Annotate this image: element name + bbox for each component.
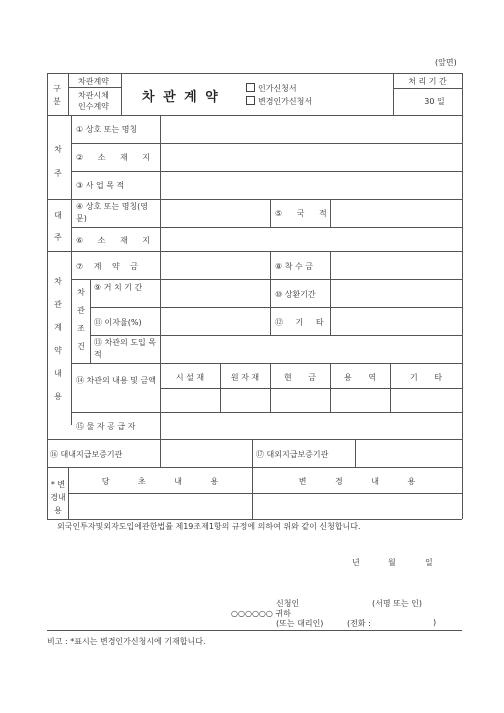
- loan-facilities-input[interactable]: [161, 389, 219, 411]
- contract-start-amount-label: ⑧ 착 수 금: [275, 262, 313, 271]
- loan-column-other: 기 타: [410, 373, 442, 382]
- checkbox-square-icon: [246, 83, 255, 92]
- borrower-address-label: ② 소 재 지: [76, 153, 150, 162]
- processing-period-label: 처 리 기 간: [408, 77, 447, 86]
- loan-raw-materials-input[interactable]: [221, 389, 269, 411]
- checkbox-approval-application[interactable]: 인가신청서: [246, 83, 297, 94]
- interest-rate-input[interactable]: [161, 308, 269, 334]
- other-terms-label: ⑫ 기 타: [275, 318, 324, 327]
- loan-column-services: 용 역: [344, 373, 376, 382]
- addressee: ○○○○○○ 귀하: [231, 609, 291, 618]
- other-terms-input[interactable]: [331, 308, 461, 334]
- original-content-input[interactable]: [69, 494, 251, 518]
- contract-start-amount-input[interactable]: [331, 252, 461, 278]
- contract-amount-label: ⑦ 계 약 금: [76, 262, 138, 271]
- borrower-name-label: ① 상호 또는 명칭: [76, 125, 138, 134]
- domestic-guarantor-input[interactable]: [161, 440, 251, 466]
- borrower-name-input[interactable]: [161, 116, 461, 142]
- loan-column-raw-materials: 원 자 재: [230, 373, 260, 382]
- original-content-header: 당 초 내 용: [101, 477, 219, 486]
- page-side-label: (앞면): [435, 58, 457, 67]
- application-statement: 외국인투자및외자도입에관한법률 제19조제1항의 규정에 의하여 위와 같이 신청합니다.: [57, 522, 361, 531]
- lender-nationality-label: ⑤ 국 적: [275, 209, 327, 218]
- foreign-guarantor-label: ⑰ 대외지급보증기관: [256, 450, 329, 459]
- borrower-section-label: 차주: [54, 145, 62, 178]
- contract-amount-input[interactable]: [161, 252, 269, 278]
- date-year: 년: [352, 558, 360, 567]
- lender-name-input[interactable]: [161, 200, 269, 226]
- repayment-period-label: ⑩ 상환기간: [275, 290, 316, 299]
- contract-section-label: 차관계약내용: [54, 277, 62, 401]
- supplier-label: ⑮ 물 자 공 급 자: [76, 422, 136, 431]
- loan-purpose-label: ⑬ 차관의 도입 목적: [94, 338, 156, 359]
- loan-cash-input[interactable]: [271, 389, 329, 411]
- changes-section-label: * 변경내용: [50, 480, 66, 515]
- date-month: 월: [388, 558, 396, 567]
- repayment-period-input[interactable]: [331, 280, 461, 306]
- changed-content-input[interactable]: [253, 494, 461, 518]
- lender-address-label: ⑥ 소 재 지: [76, 236, 150, 245]
- category-option-loan-contract: 차관계약: [78, 77, 109, 86]
- borrower-address-input[interactable]: [161, 144, 461, 170]
- supplier-input[interactable]: [161, 413, 461, 438]
- date-day: 일: [425, 558, 433, 567]
- agent-label: (또는 대리인): [276, 619, 324, 628]
- phone-label: (전화 :: [347, 619, 371, 628]
- lender-address-input[interactable]: [161, 228, 461, 250]
- interest-rate-label: ⑪ 이자율(%): [94, 318, 142, 327]
- footnote: 비고 : *표시는 변경인가신청시에 기재합니다.: [47, 637, 206, 646]
- signature-hint: (서명 또는 인): [372, 599, 422, 608]
- grace-period-label: ⑨ 거 치 기 간: [94, 283, 143, 292]
- foreign-guarantor-input[interactable]: [356, 440, 461, 466]
- lender-nationality-input[interactable]: [331, 200, 461, 226]
- loan-other-input[interactable]: [391, 389, 461, 411]
- checkbox-square-icon: [246, 96, 255, 105]
- loan-purpose-input[interactable]: [161, 336, 461, 362]
- form-title: 차 관 계 약: [142, 90, 220, 105]
- domestic-guarantor-label: ⑯ 대내지급보증기관: [50, 450, 123, 459]
- checkbox-change-approval-application[interactable]: 변경인가신청서: [246, 96, 312, 107]
- category-label: 구 분: [53, 84, 61, 106]
- loan-terms-label: 차관조건: [77, 288, 85, 351]
- loan-column-facilities: 시 설 재: [175, 373, 205, 382]
- loan-content-label: ⑭ 차관의 내용 및 금액: [76, 376, 156, 385]
- changed-content-header: 변 경 내 용: [298, 477, 416, 486]
- borrower-business-purpose-input[interactable]: [161, 172, 461, 198]
- loan-column-cash: 현 금: [284, 373, 316, 382]
- phone-close-paren: ): [433, 618, 437, 627]
- applicant-label: 신청인: [276, 599, 300, 608]
- processing-period-value: 30 일: [424, 97, 445, 106]
- lender-name-label: ④ 상호 또는 명칭(영문): [76, 202, 149, 223]
- lender-section-label: 대주: [54, 211, 62, 242]
- category-option-takeover-contract: 차관시체 인수계약: [78, 91, 109, 111]
- grace-period-input[interactable]: [161, 280, 269, 306]
- loan-services-input[interactable]: [331, 389, 389, 411]
- borrower-business-purpose-label: ③ 사 업 목 적: [76, 181, 125, 190]
- phone-input[interactable]: [378, 616, 430, 628]
